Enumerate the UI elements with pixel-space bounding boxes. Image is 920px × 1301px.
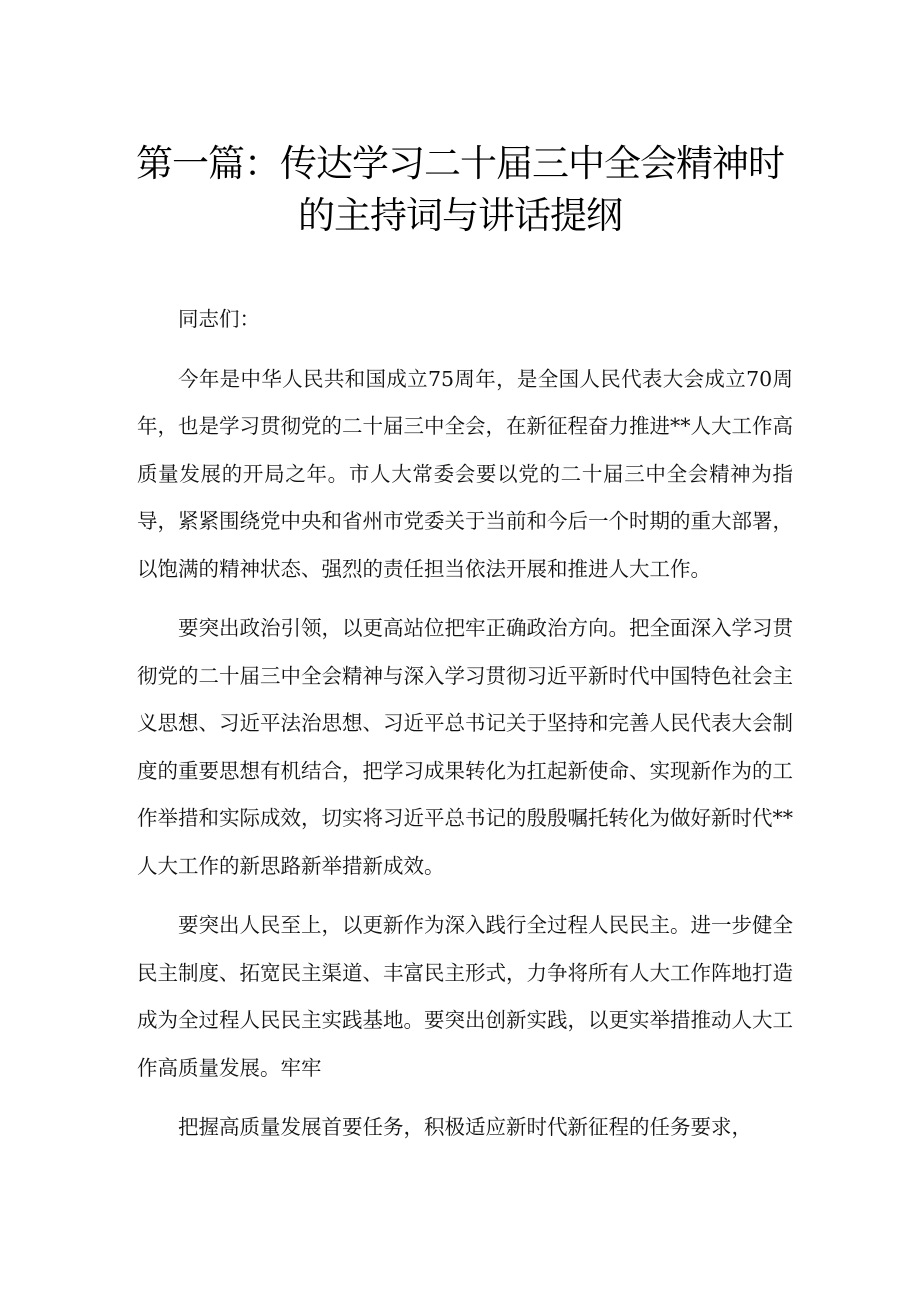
paragraph-4: 把握高质量发展首要任务，积极适应新时代新征程的任务要求， bbox=[178, 1115, 752, 1139]
title-line-1: 第一篇：传达学习二十届三中全会精神时 bbox=[136, 142, 784, 185]
document-body bbox=[137, 296, 793, 1164]
document-title bbox=[120, 138, 800, 242]
paragraph-2: 要突出政治引领，以更高站位把牢正确政治方向。把全面深入学习贯彻党的二十届三中全会精神与深入学习贯彻习近平新时代中国特色社会主义思想、习近平法治思想、习近平总书记关于坚持和完善人民代表大会制度的重要思想有机结合，把学习成果转化为扛起新使命、实现新作为的工作举措和实际成效，切实将习近平总书记的殷殷嘱托转化为做好新时代**人大工作的新思路新举措新成效。 bbox=[137, 616, 793, 878]
salutation: 同志们： bbox=[178, 307, 260, 331]
paragraph-3: 要突出人民至上，以更新作为深入践行全过程人民民主。进一步健全民主制度、拓宽民主渠道、丰富民主形式，力争将所有人大工作阵地打造成为全过程人民民主实践基地。要突出创新实践，以更实举措推动人大工作高质量发展。牢牢 bbox=[137, 913, 793, 1080]
paragraph-1: 今年是中华人民共和国成立75周年，是全国人民代表大会成立70周年，也是学习贯彻党的二十届三中全会，在新征程奋力推进**人大工作高质量发展的开局之年。市人大常委会要以党的二十届三中全会精神为指导，紧紧围绕党中央和省州市党委关于当前和今后一个时期的重大部署，以饱满的精神状态、强烈的责任担当依法开展和推进人大工作。 bbox=[137, 366, 793, 581]
title-line-2: 的主持词与讲话提纲 bbox=[298, 194, 622, 237]
